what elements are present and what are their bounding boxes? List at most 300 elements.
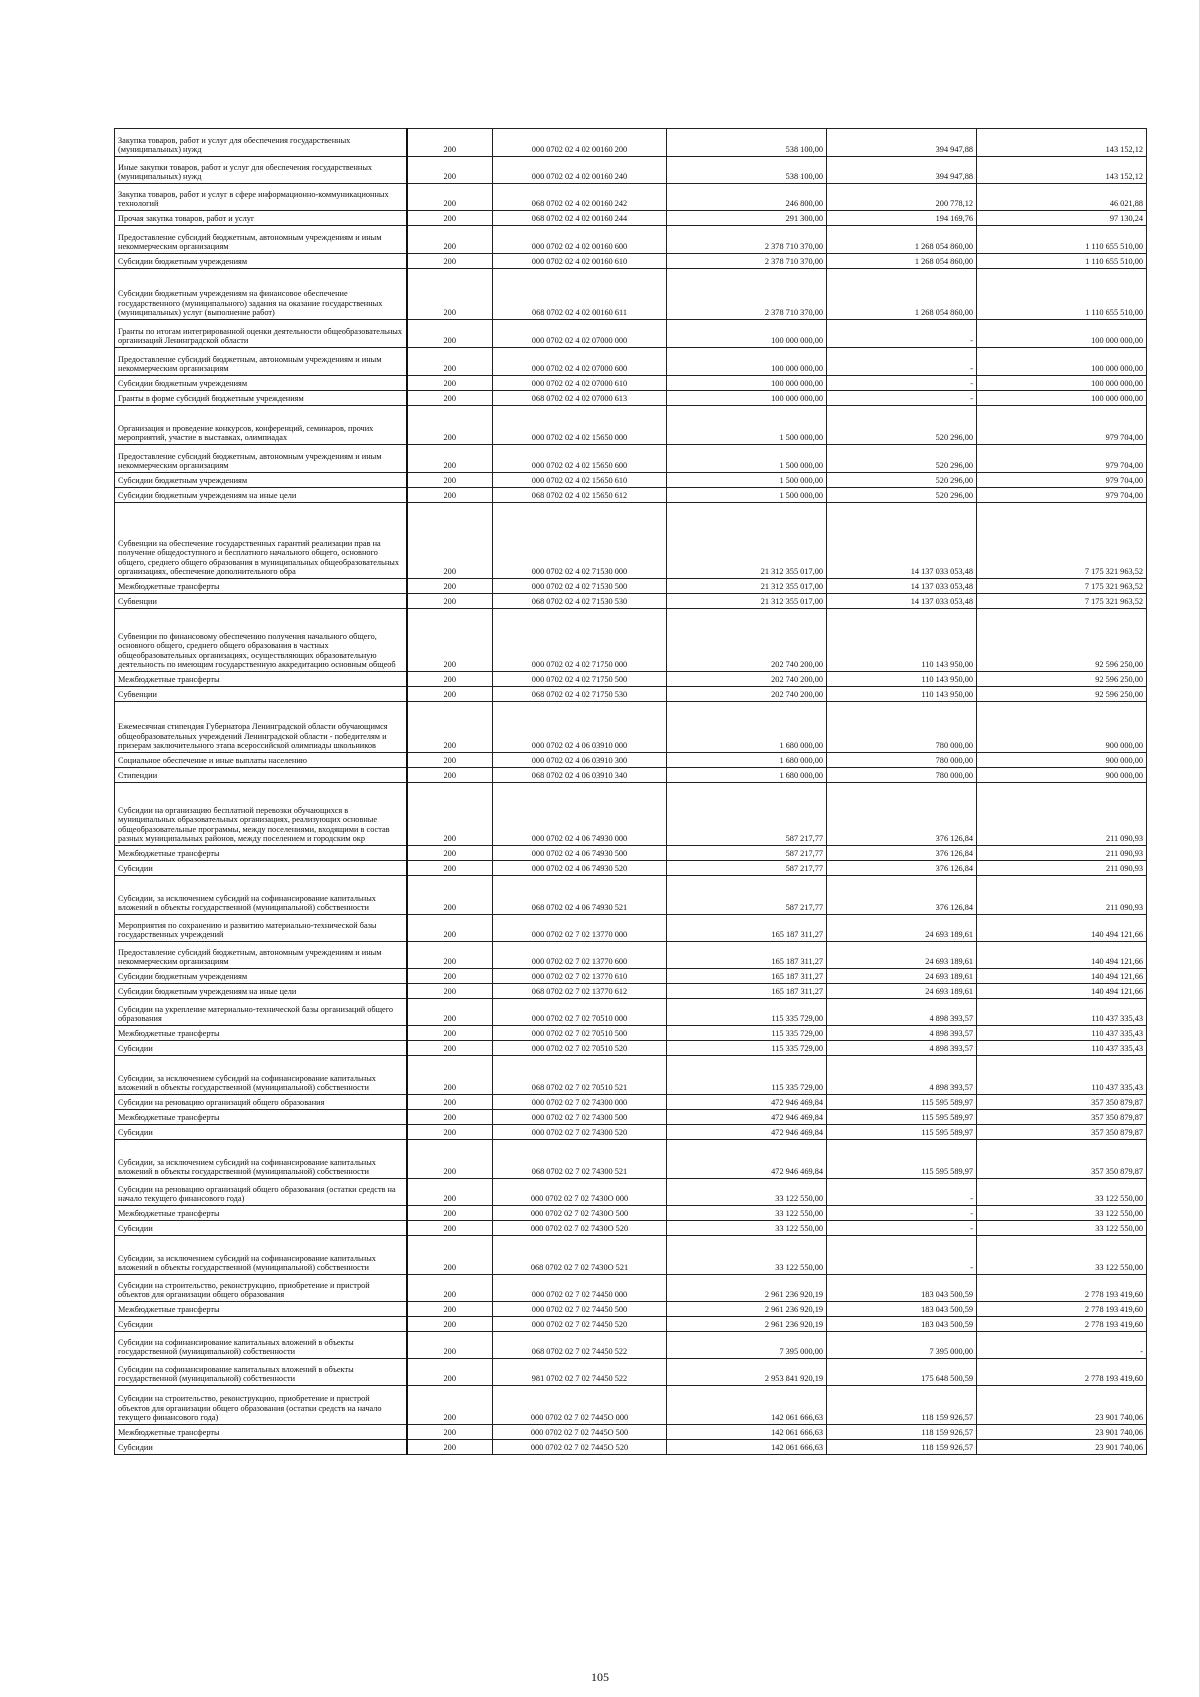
approved-amount: 202 740 200,00 bbox=[667, 687, 827, 702]
executed-amount: 110 143 950,00 bbox=[827, 687, 977, 702]
table-row bbox=[115, 1125, 1147, 1140]
line-code: 200 bbox=[407, 1206, 493, 1221]
unexecuted-amount: 1 110 655 510,00 bbox=[977, 254, 1147, 269]
budget-class-code: 000 0702 02 7 02 13770 000 bbox=[493, 915, 667, 942]
unexecuted-amount: 2 778 193 419,60 bbox=[977, 1317, 1147, 1332]
budget-class-code: 068 0702 02 7 02 7430О 521 bbox=[493, 1236, 667, 1275]
table-row bbox=[115, 1026, 1147, 1041]
budget-class-code: 000 0702 02 4 06 74930 000 bbox=[493, 783, 667, 846]
executed-amount: 394 947,88 bbox=[827, 157, 977, 184]
table-row bbox=[115, 861, 1147, 876]
budget-class-code: 068 0702 02 4 02 07000 613 bbox=[493, 391, 667, 406]
executed-amount: 1 268 054 860,00 bbox=[827, 269, 977, 320]
row-name: Предоставление субсидий бюджетным, автономным учреждениям и иным некоммерческим организациям bbox=[115, 445, 407, 473]
approved-amount: 2 378 710 370,00 bbox=[667, 226, 827, 254]
line-code: 200 bbox=[407, 1425, 493, 1440]
row-name: Закупка товаров, работ и услуг для обеспечения государственных (муниципальных) нужд bbox=[115, 129, 407, 157]
row-name: Субсидии, за исключением субсидий на софинансирование капитальных вложений в объекты государственной (муниципальной) собственности bbox=[115, 1140, 407, 1179]
budget-class-code: 000 0702 02 4 02 71530 000 bbox=[493, 503, 667, 579]
table-row bbox=[115, 1056, 1147, 1095]
budget-class-code: 000 0702 02 7 02 74450 520 bbox=[493, 1317, 667, 1332]
budget-class-code: 000 0702 02 4 02 00160 610 bbox=[493, 254, 667, 269]
approved-amount: 2 961 236 920,19 bbox=[667, 1302, 827, 1317]
row-name: Субсидии bbox=[115, 1041, 407, 1056]
line-code: 200 bbox=[407, 1125, 493, 1140]
executed-amount: 14 137 033 053,48 bbox=[827, 579, 977, 594]
unexecuted-amount: 357 350 879,87 bbox=[977, 1140, 1147, 1179]
table-row bbox=[115, 984, 1147, 999]
unexecuted-amount: 140 494 121,66 bbox=[977, 984, 1147, 999]
unexecuted-amount: 357 350 879,87 bbox=[977, 1110, 1147, 1125]
budget-class-code: 068 0702 02 7 02 74300 521 bbox=[493, 1140, 667, 1179]
table-row bbox=[115, 876, 1147, 915]
unexecuted-amount: 23 901 740,06 bbox=[977, 1386, 1147, 1425]
row-name: Закупка товаров, работ и услуг в сфере информационно-коммуникационных технологий bbox=[115, 184, 407, 211]
budget-class-code: 068 0702 02 7 02 74450 522 bbox=[493, 1332, 667, 1359]
line-code: 200 bbox=[407, 488, 493, 503]
row-name: Субсидии, за исключением субсидий на софинансирование капитальных вложений в объекты государственной (муниципальной) собственности bbox=[115, 1236, 407, 1275]
approved-amount: 100 000 000,00 bbox=[667, 320, 827, 348]
approved-amount: 115 335 729,00 bbox=[667, 1041, 827, 1056]
unexecuted-amount: 211 090,93 bbox=[977, 783, 1147, 846]
row-name: Прочая закупка товаров, работ и услуг bbox=[115, 211, 407, 226]
budget-class-code: 000 0702 02 4 02 00160 240 bbox=[493, 157, 667, 184]
budget-class-code: 068 0702 02 4 06 74930 521 bbox=[493, 876, 667, 915]
row-name: Субсидии бюджетным учреждениям на финансовое обеспечение государственного (муниципального) задания на оказание государственных (муниципальных) услуг (выполнение работ) bbox=[115, 269, 407, 320]
executed-amount: 376 126,84 bbox=[827, 846, 977, 861]
unexecuted-amount: 33 122 550,00 bbox=[977, 1179, 1147, 1206]
table-row bbox=[115, 1386, 1147, 1425]
executed-amount: 376 126,84 bbox=[827, 861, 977, 876]
line-code: 200 bbox=[407, 1095, 493, 1110]
line-code: 200 bbox=[407, 129, 493, 157]
approved-amount: 33 122 550,00 bbox=[667, 1179, 827, 1206]
line-code: 200 bbox=[407, 1440, 493, 1455]
approved-amount: 33 122 550,00 bbox=[667, 1236, 827, 1275]
budget-class-code: 000 0702 02 7 02 7445О 000 bbox=[493, 1386, 667, 1425]
table-row bbox=[115, 1236, 1147, 1275]
unexecuted-amount: - bbox=[977, 1332, 1147, 1359]
table-row bbox=[115, 702, 1147, 753]
unexecuted-amount: 100 000 000,00 bbox=[977, 376, 1147, 391]
approved-amount: 1 680 000,00 bbox=[667, 753, 827, 768]
unexecuted-amount: 92 596 250,00 bbox=[977, 687, 1147, 702]
budget-class-code: 000 0702 02 4 02 07000 000 bbox=[493, 320, 667, 348]
row-name: Субсидии бюджетным учреждениям на иные цели bbox=[115, 984, 407, 999]
executed-amount: 175 648 500,59 bbox=[827, 1359, 977, 1386]
approved-amount: 115 335 729,00 bbox=[667, 1056, 827, 1095]
executed-amount: 520 296,00 bbox=[827, 406, 977, 445]
row-name: Межбюджетные трансферты bbox=[115, 579, 407, 594]
table-row bbox=[115, 391, 1147, 406]
line-code: 200 bbox=[407, 1110, 493, 1125]
executed-amount: 110 143 950,00 bbox=[827, 609, 977, 672]
executed-amount: 118 159 926,57 bbox=[827, 1440, 977, 1455]
executed-amount: 14 137 033 053,48 bbox=[827, 594, 977, 609]
approved-amount: 2 961 236 920,19 bbox=[667, 1275, 827, 1302]
unexecuted-amount: 143 152,12 bbox=[977, 129, 1147, 157]
executed-amount: 115 595 589,97 bbox=[827, 1140, 977, 1179]
line-code: 200 bbox=[407, 579, 493, 594]
budget-class-code: 068 0702 02 4 06 03910 340 bbox=[493, 768, 667, 783]
budget-class-code: 000 0702 02 4 02 15650 000 bbox=[493, 406, 667, 445]
line-code: 200 bbox=[407, 254, 493, 269]
table-row bbox=[115, 445, 1147, 473]
row-name: Субсидии на укрепление материально-технической базы организаций общего образования bbox=[115, 999, 407, 1026]
row-name: Субвенции по финансовому обеспечению получения начального общего, основного общего, среднего общего образования в частных общеобразовательных организациях, осуществляющих образовательную деятельность по имеющим государственную аккредитацию основным общеоб bbox=[115, 609, 407, 672]
row-name: Субсидии на реновацию организаций общего образования bbox=[115, 1095, 407, 1110]
budget-class-code: 000 0702 02 7 02 7430О 000 bbox=[493, 1179, 667, 1206]
row-name: Субсидии bbox=[115, 1440, 407, 1455]
row-name: Межбюджетные трансферты bbox=[115, 1026, 407, 1041]
row-name: Иные закупки товаров, работ и услуг для обеспечения государственных (муниципальных) нужд bbox=[115, 157, 407, 184]
executed-amount: 4 898 393,57 bbox=[827, 1026, 977, 1041]
budget-class-code: 068 0702 02 7 02 13770 612 bbox=[493, 984, 667, 999]
budget-class-code: 000 0702 02 4 02 00160 600 bbox=[493, 226, 667, 254]
executed-amount: - bbox=[827, 1179, 977, 1206]
unexecuted-amount: 110 437 335,43 bbox=[977, 999, 1147, 1026]
budget-class-code: 000 0702 02 7 02 74300 520 bbox=[493, 1125, 667, 1140]
row-name: Межбюджетные трансферты bbox=[115, 846, 407, 861]
row-name: Межбюджетные трансферты bbox=[115, 1302, 407, 1317]
row-name: Субсидии бюджетным учреждениям bbox=[115, 254, 407, 269]
executed-amount: 780 000,00 bbox=[827, 753, 977, 768]
executed-amount: 4 898 393,57 bbox=[827, 1041, 977, 1056]
table-row bbox=[115, 473, 1147, 488]
approved-amount: 33 122 550,00 bbox=[667, 1221, 827, 1236]
unexecuted-amount: 23 901 740,06 bbox=[977, 1425, 1147, 1440]
approved-amount: 2 378 710 370,00 bbox=[667, 254, 827, 269]
budget-class-code: 000 0702 02 7 02 7430О 500 bbox=[493, 1206, 667, 1221]
executed-amount: 1 268 054 860,00 bbox=[827, 254, 977, 269]
table-row bbox=[115, 1425, 1147, 1440]
table-row bbox=[115, 672, 1147, 687]
executed-amount: - bbox=[827, 376, 977, 391]
row-name: Гранты в форме субсидий бюджетным учреждениям bbox=[115, 391, 407, 406]
row-name: Субсидии, за исключением субсидий на софинансирование капитальных вложений в объекты государственной (муниципальной) собственности bbox=[115, 1056, 407, 1095]
executed-amount: 183 043 500,59 bbox=[827, 1302, 977, 1317]
approved-amount: 100 000 000,00 bbox=[667, 391, 827, 406]
budget-execution-table bbox=[114, 128, 1147, 1455]
table-row bbox=[115, 503, 1147, 579]
executed-amount: 24 693 189,61 bbox=[827, 942, 977, 969]
row-name: Субсидии bbox=[115, 1317, 407, 1332]
unexecuted-amount: 211 090,93 bbox=[977, 846, 1147, 861]
row-name: Субвенции bbox=[115, 594, 407, 609]
table-row bbox=[115, 269, 1147, 320]
budget-class-code: 000 0702 02 7 02 7445О 520 bbox=[493, 1440, 667, 1455]
row-name: Предоставление субсидий бюджетным, автономным учреждениям и иным некоммерческим организациям bbox=[115, 942, 407, 969]
executed-amount: 520 296,00 bbox=[827, 445, 977, 473]
approved-amount: 142 061 666,63 bbox=[667, 1386, 827, 1425]
budget-class-code: 000 0702 02 7 02 74450 500 bbox=[493, 1302, 667, 1317]
unexecuted-amount: 110 437 335,43 bbox=[977, 1026, 1147, 1041]
row-name: Субсидии на строительство, реконструкцию, приобретение и пристрой объектов для организации общего образования (остатки средств на начало текущего финансового года) bbox=[115, 1386, 407, 1425]
table-row bbox=[115, 1332, 1147, 1359]
unexecuted-amount: 100 000 000,00 bbox=[977, 391, 1147, 406]
approved-amount: 1 500 000,00 bbox=[667, 406, 827, 445]
row-name: Субсидии бюджетным учреждениям на иные цели bbox=[115, 488, 407, 503]
unexecuted-amount: 7 175 321 963,52 bbox=[977, 579, 1147, 594]
approved-amount: 202 740 200,00 bbox=[667, 672, 827, 687]
executed-amount: 24 693 189,61 bbox=[827, 969, 977, 984]
table-row bbox=[115, 594, 1147, 609]
line-code: 200 bbox=[407, 687, 493, 702]
row-name: Межбюджетные трансферты bbox=[115, 672, 407, 687]
approved-amount: 246 800,00 bbox=[667, 184, 827, 211]
table-row bbox=[115, 1041, 1147, 1056]
budget-class-code: 068 0702 02 4 02 15650 612 bbox=[493, 488, 667, 503]
unexecuted-amount: 1 110 655 510,00 bbox=[977, 269, 1147, 320]
unexecuted-amount: 211 090,93 bbox=[977, 876, 1147, 915]
unexecuted-amount: 23 901 740,06 bbox=[977, 1440, 1147, 1455]
line-code: 200 bbox=[407, 1179, 493, 1206]
executed-amount: 118 159 926,57 bbox=[827, 1386, 977, 1425]
line-code: 200 bbox=[407, 594, 493, 609]
approved-amount: 1 500 000,00 bbox=[667, 488, 827, 503]
unexecuted-amount: 979 704,00 bbox=[977, 473, 1147, 488]
line-code: 200 bbox=[407, 1026, 493, 1041]
approved-amount: 587 217,77 bbox=[667, 876, 827, 915]
executed-amount: 7 395 000,00 bbox=[827, 1332, 977, 1359]
unexecuted-amount: 2 778 193 419,60 bbox=[977, 1359, 1147, 1386]
approved-amount: 587 217,77 bbox=[667, 861, 827, 876]
approved-amount: 202 740 200,00 bbox=[667, 609, 827, 672]
unexecuted-amount: 357 350 879,87 bbox=[977, 1095, 1147, 1110]
approved-amount: 1 680 000,00 bbox=[667, 768, 827, 783]
approved-amount: 21 312 355 017,00 bbox=[667, 503, 827, 579]
budget-class-code: 000 0702 02 7 02 74300 500 bbox=[493, 1110, 667, 1125]
approved-amount: 472 946 469,84 bbox=[667, 1095, 827, 1110]
executed-amount: - bbox=[827, 1221, 977, 1236]
table-row bbox=[115, 579, 1147, 594]
budget-class-code: 000 0702 02 7 02 74300 000 bbox=[493, 1095, 667, 1110]
line-code: 200 bbox=[407, 672, 493, 687]
row-name: Предоставление субсидий бюджетным, автономным учреждениям и иным некоммерческим организациям bbox=[115, 348, 407, 376]
unexecuted-amount: 92 596 250,00 bbox=[977, 672, 1147, 687]
executed-amount: 780 000,00 bbox=[827, 702, 977, 753]
budget-class-code: 000 0702 02 7 02 13770 610 bbox=[493, 969, 667, 984]
budget-class-code: 068 0702 02 4 02 00160 244 bbox=[493, 211, 667, 226]
row-name: Субсидии на организацию бесплатной перевозки обучающихся в муниципальных образовательных организациях, реализующих основные общеобразовательные программы, между поселениями, входящими в состав разных муниципальных районов, между поселением и городским окр bbox=[115, 783, 407, 846]
line-code: 200 bbox=[407, 376, 493, 391]
line-code: 200 bbox=[407, 1236, 493, 1275]
unexecuted-amount: 140 494 121,66 bbox=[977, 942, 1147, 969]
executed-amount: 183 043 500,59 bbox=[827, 1317, 977, 1332]
executed-amount: - bbox=[827, 1236, 977, 1275]
unexecuted-amount: 211 090,93 bbox=[977, 861, 1147, 876]
unexecuted-amount: 33 122 550,00 bbox=[977, 1236, 1147, 1275]
executed-amount: - bbox=[827, 348, 977, 376]
table-row bbox=[115, 1179, 1147, 1206]
row-name: Субсидии бюджетным учреждениям bbox=[115, 473, 407, 488]
approved-amount: 165 187 311,27 bbox=[667, 915, 827, 942]
executed-amount: 24 693 189,61 bbox=[827, 915, 977, 942]
line-code: 200 bbox=[407, 269, 493, 320]
executed-amount: 4 898 393,57 bbox=[827, 1056, 977, 1095]
table-row bbox=[115, 1317, 1147, 1332]
line-code: 200 bbox=[407, 1275, 493, 1302]
table-body bbox=[115, 129, 1147, 1455]
row-name: Субсидии на софинансирование капитальных вложений в объекты государственной (муниципальной) собственности bbox=[115, 1332, 407, 1359]
approved-amount: 115 335 729,00 bbox=[667, 1026, 827, 1041]
table-row bbox=[115, 184, 1147, 211]
table-row bbox=[115, 1359, 1147, 1386]
table-row bbox=[115, 226, 1147, 254]
budget-class-code: 000 0702 02 4 02 00160 200 bbox=[493, 129, 667, 157]
budget-class-code: 000 0702 02 4 02 15650 610 bbox=[493, 473, 667, 488]
line-code: 200 bbox=[407, 1302, 493, 1317]
line-code: 200 bbox=[407, 406, 493, 445]
unexecuted-amount: 143 152,12 bbox=[977, 157, 1147, 184]
budget-class-code: 000 0702 02 7 02 70510 000 bbox=[493, 999, 667, 1026]
table-row bbox=[115, 211, 1147, 226]
line-code: 200 bbox=[407, 969, 493, 984]
approved-amount: 2 378 710 370,00 bbox=[667, 269, 827, 320]
budget-class-code: 000 0702 02 4 02 71750 000 bbox=[493, 609, 667, 672]
unexecuted-amount: 140 494 121,66 bbox=[977, 969, 1147, 984]
executed-amount: 14 137 033 053,48 bbox=[827, 503, 977, 579]
line-code: 200 bbox=[407, 226, 493, 254]
page-number: 105 bbox=[591, 1670, 609, 1684]
line-code: 200 bbox=[407, 915, 493, 942]
line-code: 200 bbox=[407, 1056, 493, 1095]
executed-amount: 118 159 926,57 bbox=[827, 1425, 977, 1440]
line-code: 200 bbox=[407, 503, 493, 579]
row-name: Субвенции на обеспечение государственных гарантий реализации прав на получение общедоступного и бесплатного начального общего, основного общего, среднего общего образования в муниципальных общеобразовательных организациях, обеспечение дополнительного обра bbox=[115, 503, 407, 579]
unexecuted-amount: 979 704,00 bbox=[977, 406, 1147, 445]
table-row bbox=[115, 1110, 1147, 1125]
budget-class-code: 000 0702 02 7 02 70510 500 bbox=[493, 1026, 667, 1041]
table-row bbox=[115, 609, 1147, 672]
table-row bbox=[115, 129, 1147, 157]
approved-amount: 472 946 469,84 bbox=[667, 1125, 827, 1140]
table-row bbox=[115, 753, 1147, 768]
table-row bbox=[115, 915, 1147, 942]
budget-class-code: 000 0702 02 4 06 03910 000 bbox=[493, 702, 667, 753]
table-row bbox=[115, 783, 1147, 846]
executed-amount: 24 693 189,61 bbox=[827, 984, 977, 999]
row-name: Межбюджетные трансферты bbox=[115, 1206, 407, 1221]
table-row bbox=[115, 999, 1147, 1026]
line-code: 200 bbox=[407, 1041, 493, 1056]
line-code: 200 bbox=[407, 942, 493, 969]
unexecuted-amount: 2 778 193 419,60 bbox=[977, 1302, 1147, 1317]
executed-amount: 110 143 950,00 bbox=[827, 672, 977, 687]
row-name: Субсидии bbox=[115, 1125, 407, 1140]
table-row bbox=[115, 1206, 1147, 1221]
table-row bbox=[115, 1302, 1147, 1317]
line-code: 200 bbox=[407, 1332, 493, 1359]
row-name: Субсидии, за исключением субсидий на софинансирование капитальных вложений в объекты государственной (муниципальной) собственности bbox=[115, 876, 407, 915]
unexecuted-amount: 900 000,00 bbox=[977, 753, 1147, 768]
unexecuted-amount: 100 000 000,00 bbox=[977, 320, 1147, 348]
approved-amount: 291 300,00 bbox=[667, 211, 827, 226]
budget-class-code: 000 0702 02 4 02 15650 600 bbox=[493, 445, 667, 473]
budget-class-code: 000 0702 02 4 06 74930 520 bbox=[493, 861, 667, 876]
unexecuted-amount: 7 175 321 963,52 bbox=[977, 594, 1147, 609]
line-code: 200 bbox=[407, 876, 493, 915]
unexecuted-amount: 979 704,00 bbox=[977, 445, 1147, 473]
line-code: 200 bbox=[407, 473, 493, 488]
unexecuted-amount: 900 000,00 bbox=[977, 768, 1147, 783]
budget-sheet bbox=[114, 128, 1146, 1455]
approved-amount: 538 100,00 bbox=[667, 129, 827, 157]
line-code: 200 bbox=[407, 984, 493, 999]
budget-class-code: 068 0702 02 4 02 71750 530 bbox=[493, 687, 667, 702]
approved-amount: 1 500 000,00 bbox=[667, 473, 827, 488]
unexecuted-amount: 33 122 550,00 bbox=[977, 1221, 1147, 1236]
line-code: 200 bbox=[407, 753, 493, 768]
unexecuted-amount: 33 122 550,00 bbox=[977, 1206, 1147, 1221]
table-row bbox=[115, 376, 1147, 391]
line-code: 200 bbox=[407, 320, 493, 348]
table-row bbox=[115, 768, 1147, 783]
budget-class-code: 000 0702 02 4 02 07000 600 bbox=[493, 348, 667, 376]
row-name: Стипендии bbox=[115, 768, 407, 783]
table-row bbox=[115, 254, 1147, 269]
row-name: Межбюджетные трансферты bbox=[115, 1110, 407, 1125]
executed-amount: 394 947,88 bbox=[827, 129, 977, 157]
budget-class-code: 068 0702 02 4 02 00160 242 bbox=[493, 184, 667, 211]
line-code: 200 bbox=[407, 999, 493, 1026]
budget-class-code: 000 0702 02 4 02 71530 500 bbox=[493, 579, 667, 594]
row-name: Межбюджетные трансферты bbox=[115, 1425, 407, 1440]
approved-amount: 142 061 666,63 bbox=[667, 1440, 827, 1455]
executed-amount: 194 169,76 bbox=[827, 211, 977, 226]
line-code: 200 bbox=[407, 1140, 493, 1179]
approved-amount: 2 953 841 920,19 bbox=[667, 1359, 827, 1386]
executed-amount: 115 595 589,97 bbox=[827, 1110, 977, 1125]
row-name: Субсидии на строительство, реконструкцию, приобретение и пристрой объектов для организации общего образования bbox=[115, 1275, 407, 1302]
approved-amount: 115 335 729,00 bbox=[667, 999, 827, 1026]
row-name: Субвенции bbox=[115, 687, 407, 702]
table-row bbox=[115, 1140, 1147, 1179]
executed-amount: 4 898 393,57 bbox=[827, 999, 977, 1026]
unexecuted-amount: 100 000 000,00 bbox=[977, 348, 1147, 376]
table-row bbox=[115, 1440, 1147, 1455]
executed-amount: 115 595 589,97 bbox=[827, 1125, 977, 1140]
row-name: Мероприятия по сохранению и развитию материально-технической базы государственных учреждений bbox=[115, 915, 407, 942]
table-row bbox=[115, 969, 1147, 984]
line-code: 200 bbox=[407, 846, 493, 861]
unexecuted-amount: 979 704,00 bbox=[977, 488, 1147, 503]
unexecuted-amount: 900 000,00 bbox=[977, 702, 1147, 753]
approved-amount: 100 000 000,00 bbox=[667, 348, 827, 376]
approved-amount: 472 946 469,84 bbox=[667, 1110, 827, 1125]
row-name: Субсидии на софинансирование капитальных вложений в объекты государственной (муниципальной) собственности bbox=[115, 1359, 407, 1386]
executed-amount: 200 778,12 bbox=[827, 184, 977, 211]
approved-amount: 100 000 000,00 bbox=[667, 376, 827, 391]
line-code: 200 bbox=[407, 184, 493, 211]
line-code: 200 bbox=[407, 768, 493, 783]
table-row bbox=[115, 406, 1147, 445]
line-code: 200 bbox=[407, 391, 493, 406]
table-row bbox=[115, 157, 1147, 184]
budget-class-code: 000 0702 02 7 02 7430О 520 bbox=[493, 1221, 667, 1236]
line-code: 200 bbox=[407, 861, 493, 876]
approved-amount: 165 187 311,27 bbox=[667, 942, 827, 969]
row-name: Субсидии бюджетным учреждениям bbox=[115, 376, 407, 391]
approved-amount: 165 187 311,27 bbox=[667, 984, 827, 999]
table-row bbox=[115, 1275, 1147, 1302]
unexecuted-amount: 7 175 321 963,52 bbox=[977, 503, 1147, 579]
budget-class-code: 000 0702 02 7 02 70510 520 bbox=[493, 1041, 667, 1056]
unexecuted-amount: 92 596 250,00 bbox=[977, 609, 1147, 672]
row-name: Субсидии bbox=[115, 1221, 407, 1236]
budget-class-code: 000 0702 02 7 02 13770 600 bbox=[493, 942, 667, 969]
table-row bbox=[115, 1221, 1147, 1236]
